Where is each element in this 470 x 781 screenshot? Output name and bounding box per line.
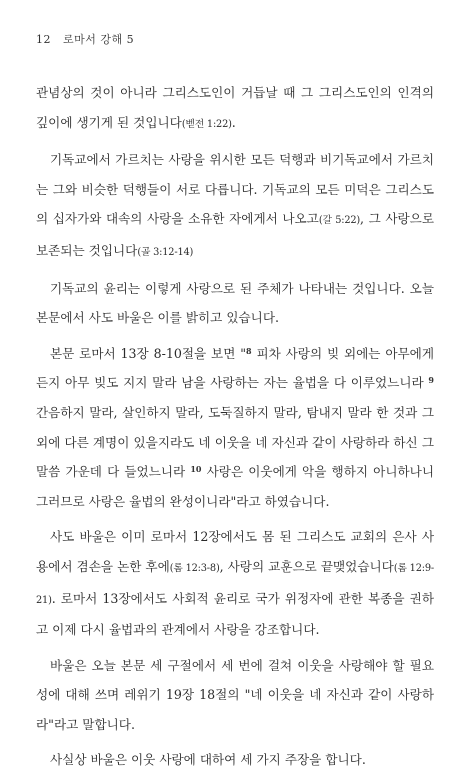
- text-run: 기독교에서 가르치는 사랑을 위시한 모든 덕행과 비기독교에서 가르치는 그와 비슷한 덕행들이 서로 다릅니다. 기독교의 모든 미덕은 그리스도의 십자가와 대속의 사랑을 소유한 자에게서 나오고: [36, 152, 434, 227]
- text-run: , 사랑의 교훈으로 끝맺었습니다: [219, 558, 394, 574]
- text-run: 기독교의 윤리는 이렇게 사랑으로 된 주체가 나타내는 것입니다. 오늘 본문에서 사도 바울은 이를 밝히고 있습니다.: [36, 280, 434, 326]
- body-text: [36, 78, 434, 781]
- text-run: 본문 로마서 13장 8-10절을 보면 ": [50, 345, 247, 361]
- text-run: 사랑은 이웃에게 악을 행하지 아니하나니 그러므로 사랑은 율법의 완성이니라"라고 하였습니다.: [36, 464, 434, 509]
- book-title: 로마서 강해 5: [63, 33, 135, 46]
- scripture-reference: (골 3:12-14): [137, 246, 194, 258]
- verse-number: 9: [428, 375, 434, 386]
- text-run: 사도 바울은 이미 로마서 12장에서도 몸 된 그리스도 교회의 은사 사용에서 겸손을 논한 후에: [36, 529, 434, 574]
- text-run: .: [231, 114, 236, 130]
- scripture-reference: (롬 12:9-21): [36, 562, 434, 606]
- text-run: , 그 사랑으로 보존되는 것입니다: [36, 211, 435, 258]
- paragraph: [36, 745, 434, 775]
- scripture-reference: (벧전 1:22): [181, 118, 232, 130]
- scripture-reference: (롬 12:3-8): [169, 562, 220, 574]
- paragraph: [36, 78, 434, 139]
- verse-number: 10: [190, 464, 202, 475]
- running-header: [36, 31, 134, 47]
- text-run: 바울은 오늘 본문 세 구절에서 세 번에 걸쳐 이웃을 사랑해야 할 필요성에 대해 쓰며 레위기 19장 18절의 "네 이웃을 네 자신과 같이 사랑하라"라고 말합니다.: [36, 657, 434, 732]
- text-run: . 로마서 13장에서도 사회적 윤리로 국가 위정자에 관한 복종을 권하고 이제 다시 율법과의 관계에서 사랑을 강조합니다.: [36, 590, 434, 638]
- text-run: 사실상 바울은 이웃 사랑에 대하여 세 가지 주장을 합니다.: [50, 752, 366, 768]
- paragraph: [36, 145, 434, 267]
- paragraph: [36, 522, 434, 644]
- paragraph: [36, 339, 434, 517]
- scripture-reference: (갈 5:22): [318, 215, 361, 227]
- page-number: 12: [36, 33, 51, 46]
- text-run: 피차 사랑의 빚 외에는 아무에게든지 아무 빚도 지지 말라 남을 사랑하는 자는 율법을 다 이루었느니라: [36, 345, 434, 391]
- paragraph: [36, 274, 434, 333]
- paragraph: [36, 651, 434, 740]
- text-run: 관념상의 것이 아니라 그리스도인이 거듭날 때 그 그리스도인의 인격의 깊이에 생기게 된 것입니다: [36, 85, 434, 130]
- verse-number: 8: [246, 345, 252, 356]
- text-run: 간음하지 말라, 살인하지 말라, 도둑질하지 말라, 탐내지 말라 한 것과 그 외에 다른 계명이 있을지라도 네 이웃을 네 자신과 같이 사랑하라 하신 그 말씀 가운데 다 들었느니라: [36, 404, 434, 480]
